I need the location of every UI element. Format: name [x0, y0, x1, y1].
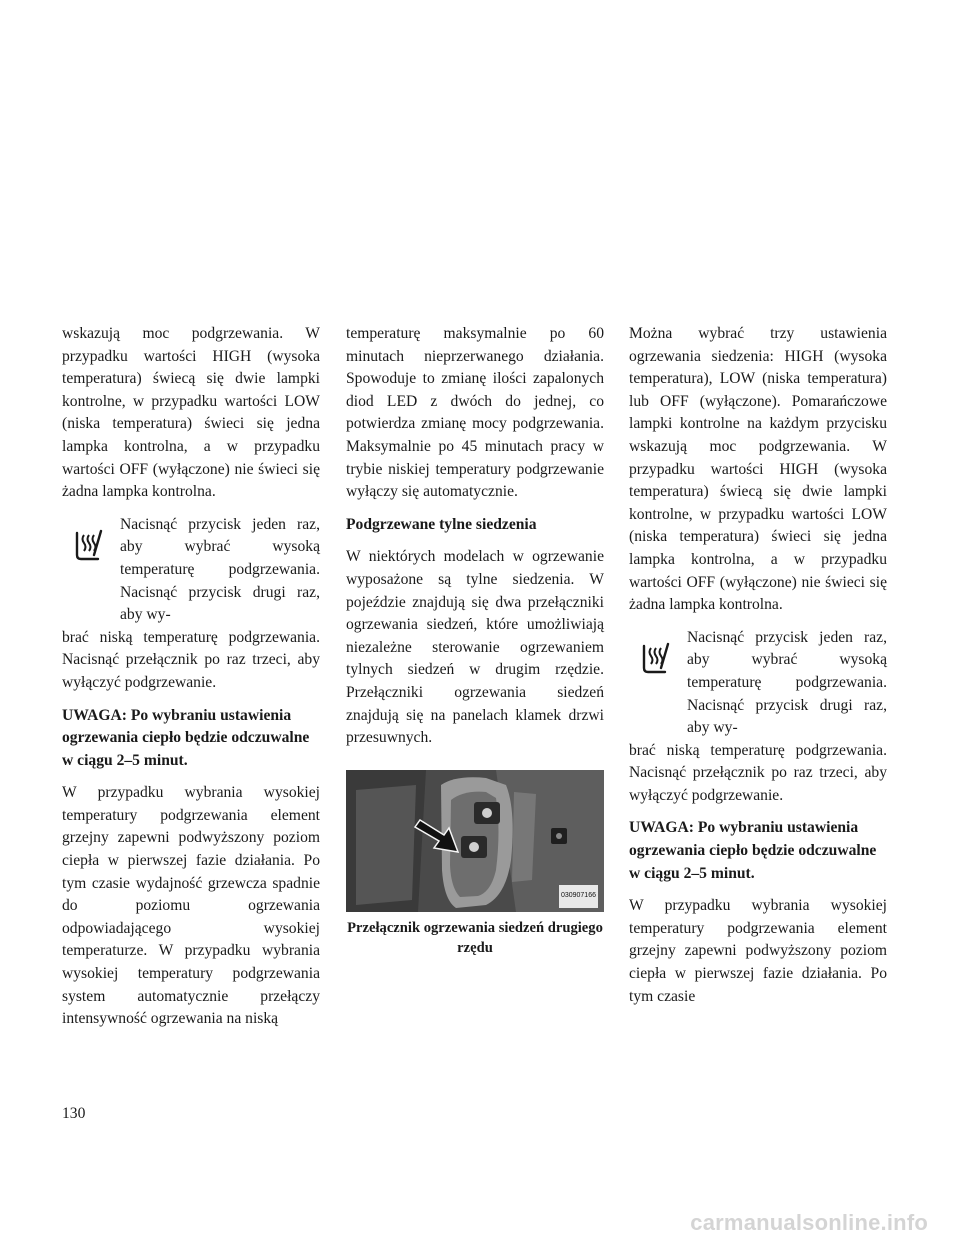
door-panel-photo: [346, 770, 604, 912]
watermark: carmanualsonline.info: [690, 1210, 928, 1235]
figure-code: 030907166: [559, 885, 598, 908]
seat-heater-icon: [62, 514, 120, 580]
paragraph: wskazują moc podgrzewania. W przypadku wartości HIGH (wysoka temperatura) świecą się dwie lampki kontrolne, w przypadku wartości LOW (niska temperatura) świeci się jedna lampka kontrolna, a w przypadku wartości OFF (wyłączone) nie świeci się żadna lampka kontrolna.: [62, 325, 320, 501]
column-1: [62, 323, 320, 1031]
paragraph: W niektórych modelach w ogrzewanie wyposażone są tylne siedzenia. W pojeździe znajdują się dwa przełączniki ogrzewania siedzeń, które umożliwiają niezależne sterowanie ogrzewaniem tylnych siedzeń w drugim rzędzie. Przełączniki ogrzewania siedzeń znajdują się na panelach klamek drzwi przesuwnych.: [346, 548, 604, 747]
figure-caption: Przełącznik ogrzewania siedzeń drugiego rzędu: [347, 919, 603, 956]
icon-paragraph-continuation: brać niską temperaturę podgrzewania. Nacisnąć przełącznik po raz trzeci, aby wyłączyć podgrzewanie.: [62, 628, 320, 691]
icon-paragraph-text: Nacisnąć przycisk jeden raz, aby wybrać wysoką temperaturę podgrzewania. Nacisnąć przycisk drugi raz, aby wy-: [687, 628, 887, 737]
section-heading: Podgrzewane tylne siedzenia: [346, 515, 537, 533]
icon-paragraph-text: Nacisnąć przycisk jeden raz, aby wybrać wysoką temperaturę podgrzewania. Nacisnąć przycisk drugi raz, aby wy-: [120, 515, 320, 624]
icon-paragraph: [629, 627, 887, 808]
page-number: 130: [62, 1105, 86, 1122]
figure: [346, 770, 604, 958]
icon-paragraph: [62, 514, 320, 695]
paragraph: W przypadku wybrania wysokiej temperatury podgrzewania element grzejny zapewni podwyższony poziom ciepła w pierwszej fazie działania. Po tym czasie wydajność grzewcza spadnie do poziomu ogrzewania odpowiadającego wysokiej temperaturze. W przypadku wybrania wysokiej temperatury podgrzewania system automatycznie przełączy intensywność ogrzewania na niską: [62, 784, 320, 1028]
icon-paragraph-continuation: brać niską temperaturę podgrzewania. Nacisnąć przełącznik po raz trzeci, aby wyłączyć podgrzewanie.: [629, 741, 887, 804]
paragraph: W przypadku wybrania wysokiej temperatury podgrzewania element grzejny zapewni podwyższony poziom ciepła w pierwszej fazie działania. Po tym czasie: [629, 897, 887, 1005]
note: UWAGA: Po wybraniu ustawienia ogrzewania ciepło będzie odczuwalne w ciągu 2–5 minut.: [62, 706, 310, 769]
paragraph: Można wybrać trzy ustawienia ogrzewania siedzenia: HIGH (wysoka temperatura), LOW (niska temperatura) lub OFF (wyłączone). Pomarańczowe lampki kontrolne na każdym przycisku wskazują moc podgrzewania. W przypadku wartości HIGH (wysoka temperatura) świecą się dwie lampki kontrolne, w przypadku wartości LOW (niska temperatura) świeci się jedna lampka kontrolna, a w przypadku wartości OFF (wyłączone) nie świeci się żadna lampka kontrolna.: [629, 325, 887, 614]
column-3: [629, 323, 887, 1008]
column-2: [346, 323, 604, 958]
seat-heater-icon: [629, 627, 687, 693]
note: UWAGA: Po wybraniu ustawienia ogrzewania ciepło będzie odczuwalne w ciągu 2–5 minut.: [629, 819, 877, 882]
paragraph: temperaturę maksymalnie po 60 minutach nieprzerwanego działania. Spowoduje to zmianę ilości zapalonych diod LED z dwóch do jednej, co potwierdza zmianę mocy podgrzewania. Maksymalnie po 45 minutach pracy w trybie niskiej temperatury podgrzewanie wyłączy się automatycznie.: [346, 325, 604, 501]
